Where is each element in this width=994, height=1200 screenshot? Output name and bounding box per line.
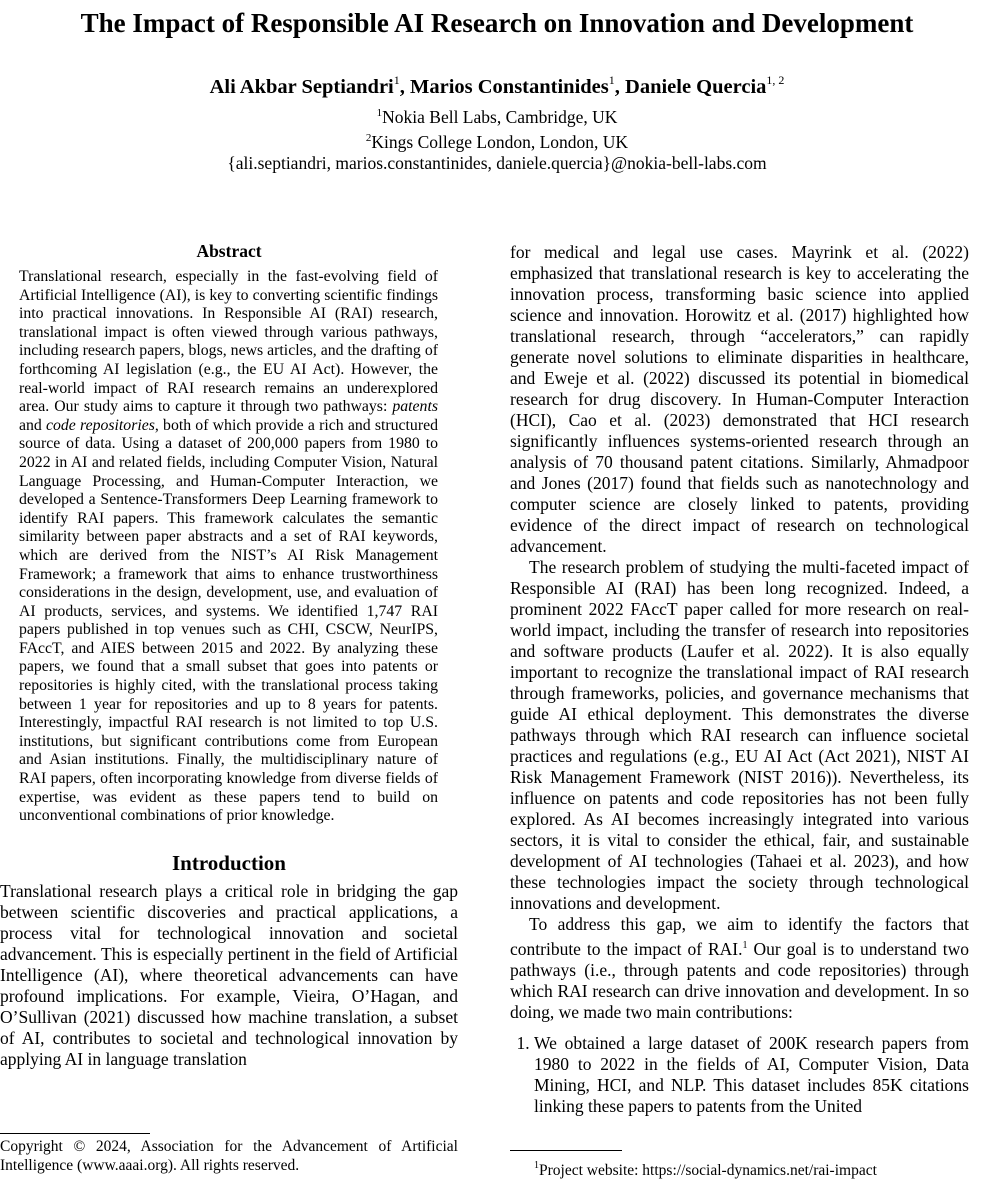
footnote-divider (510, 1150, 622, 1151)
contributions-list (510, 1033, 969, 1117)
author: Daniele Quercia$^{1, 2}$ (625, 73, 785, 98)
right-column (510, 240, 969, 1117)
footnote-marker: 1 (742, 940, 748, 951)
paper-title: The Impact of Responsible AI Research on Innovation and Development (80, 8, 914, 38)
footnote: $^1$Project website: https://social-dynamics.net/rai-impact (534, 1160, 877, 1179)
author-emails: {ali.septiandri, marios.constantinides, daniele.quercia}@nokia-bell-labs.com (227, 153, 767, 173)
affiliation-1: $^1$Nokia Bell Labs, Cambridge, UK (376, 107, 618, 127)
footnote-divider (0, 1133, 150, 1134)
affiliations (0, 103, 994, 174)
body-paragraph: To address this gap, we aim to identify the factors that contribute to the impact of RAI.$^1$ Our goal is to understand two pathways (i.e., through patents and code repositories) through which RAI research can drive innovation and development. In so doing, we made two main contributions: (510, 914, 970, 1022)
body-paragraph: for medical and legal use cases. Mayrink et al. (2022) emphasized that translational research is key to accelerating the innovation process, transforming basic science into applied science and innovation. Horowitz et al. (2017) highlighted how translational research, through “accelerators,” can rapidly generate novel solutions to eliminate disparities in healthcare, and Eweje et al. (2022) discussed its potential in biomedical research for drug discovery. In Human-Computer Interaction (HCI), Cao et al. (2023) demonstrated that HCI research significantly influences systems-oriented research through an analysis of 70 thousand patent citations. Similarly, Ahmadpoor and Jones (2017) found that fields such as nanotechnology and computer science are closely linked to patents, providing evidence of the direct impact of research on technological advancement. (510, 242, 969, 556)
affiliation-2: $^2$Kings College London, London, UK (365, 132, 629, 152)
body-paragraph: The research problem of studying the multi-faceted impact of Responsible AI (RAI) has been long recognized. Indeed, a prominent 2022 FAccT paper called for more research on real-world impact, including the transfer of research into repositories and software products (Laufer et al. 2022). It is also equally important to recognize the translational impact of RAI research through frameworks, policies, and governance mechanisms that guide AI ethical deployment. This demonstrates the diverse pathways through which RAI research can influence societal practices and regulations (e.g., EU AI Act (Act 2021), NIST AI Risk Management Framework (NIST 2016)). Nevertheless, its influence on patents and code repositories has not been fully explored. As AI becomes increasingly integrated into various sectors, it is vital to consider the ethical, fair, and sustainable development of AI technologies (Tahaei et al. 2023), and how these technologies impact the society through technological innovations and development. (510, 557, 969, 913)
left-column (0, 240, 458, 1070)
author: Ali Akbar Septiandri$^1$, (209, 73, 410, 98)
abstract-text: Translational research, especially in the fast-evolving field of Artificial Intelligence (AI), is key to converting scientific findings into practical innovations. In Responsible AI (RAI) research, translational impact is often viewed through various pathways, including research papers, blogs, news articles, and the drafting of forthcoming AI legislation (e.g., the EU AI Act). However, the real-world impact of RAI research remains an underexplored area. Our study aims to capture it through two pathways: patents and code repositories, both of which provide a rich and structured source of data. Using a dataset of 200,000 papers from 1980 to 2022 in AI and related fields, including Computer Vision, Natural Language Processing, and Human-Computer Interaction, we developed a Sentence-Transformers Deep Learning framework to identify RAI papers. This framework calculates the semantic similarity between paper abstracts and a set of RAI keywords, which are derived from the NIST’s AI Risk Management Framework; a framework that aims to enhance trustworthiness considerations in the design, development, use, and evaluation of AI products, services, and systems. We identified 1,747 RAI papers published in top venues such as CHI, CSCW, NeurIPS, FAccT, and AIES between 2015 and 2022. By analyzing these papers, we found that a small subset that goes into patents or repositories is highly cited, with the translational process taking between 1 year for repositories and up to 8 years for patents. Interestingly, impactful RAI research is not limited to top U.S. institutions, but significant contributions come from European and Asian institutions. Finally, the multidisciplinary nature of RAI papers, often incorporating knowledge from diverse fields of expertise, was evident as these papers tend to build on unconventional combinations of prior knowledge. (19, 268, 438, 825)
introduction-heading: Introduction (172, 850, 286, 875)
list-item: 1. We obtained a large dataset of 200K research papers from 1980 to 2022 in the fields of AI, Computer Vision, Data Mining, HCI, and NLP. This dataset includes 85K citations linking these papers to patents from the United (534, 1033, 969, 1117)
author-list (0, 66, 994, 101)
author: Marios Constantinides$^1$, (410, 73, 626, 98)
intro-paragraph: Translational research plays a critical role in bridging the gap between scientific discoveries and practical applications, a process vital for technological innovation and societal advancement. This is especially pertinent in the field of Artificial Intelligence (AI), where theoretical advancements can have profound implications. For example, Vieira, O’Hagan, and O’Sullivan (2021) discussed how machine translation, a subset of AI, contributes to societal and technological innovation by applying AI in language translation (0, 880, 458, 1069)
copyright-notice: Copyright © 2024, Association for the Advancement of Artificial Intelligence (www.aaai.org). All rights reserved. (0, 1138, 458, 1174)
abstract-heading: Abstract (196, 241, 262, 261)
